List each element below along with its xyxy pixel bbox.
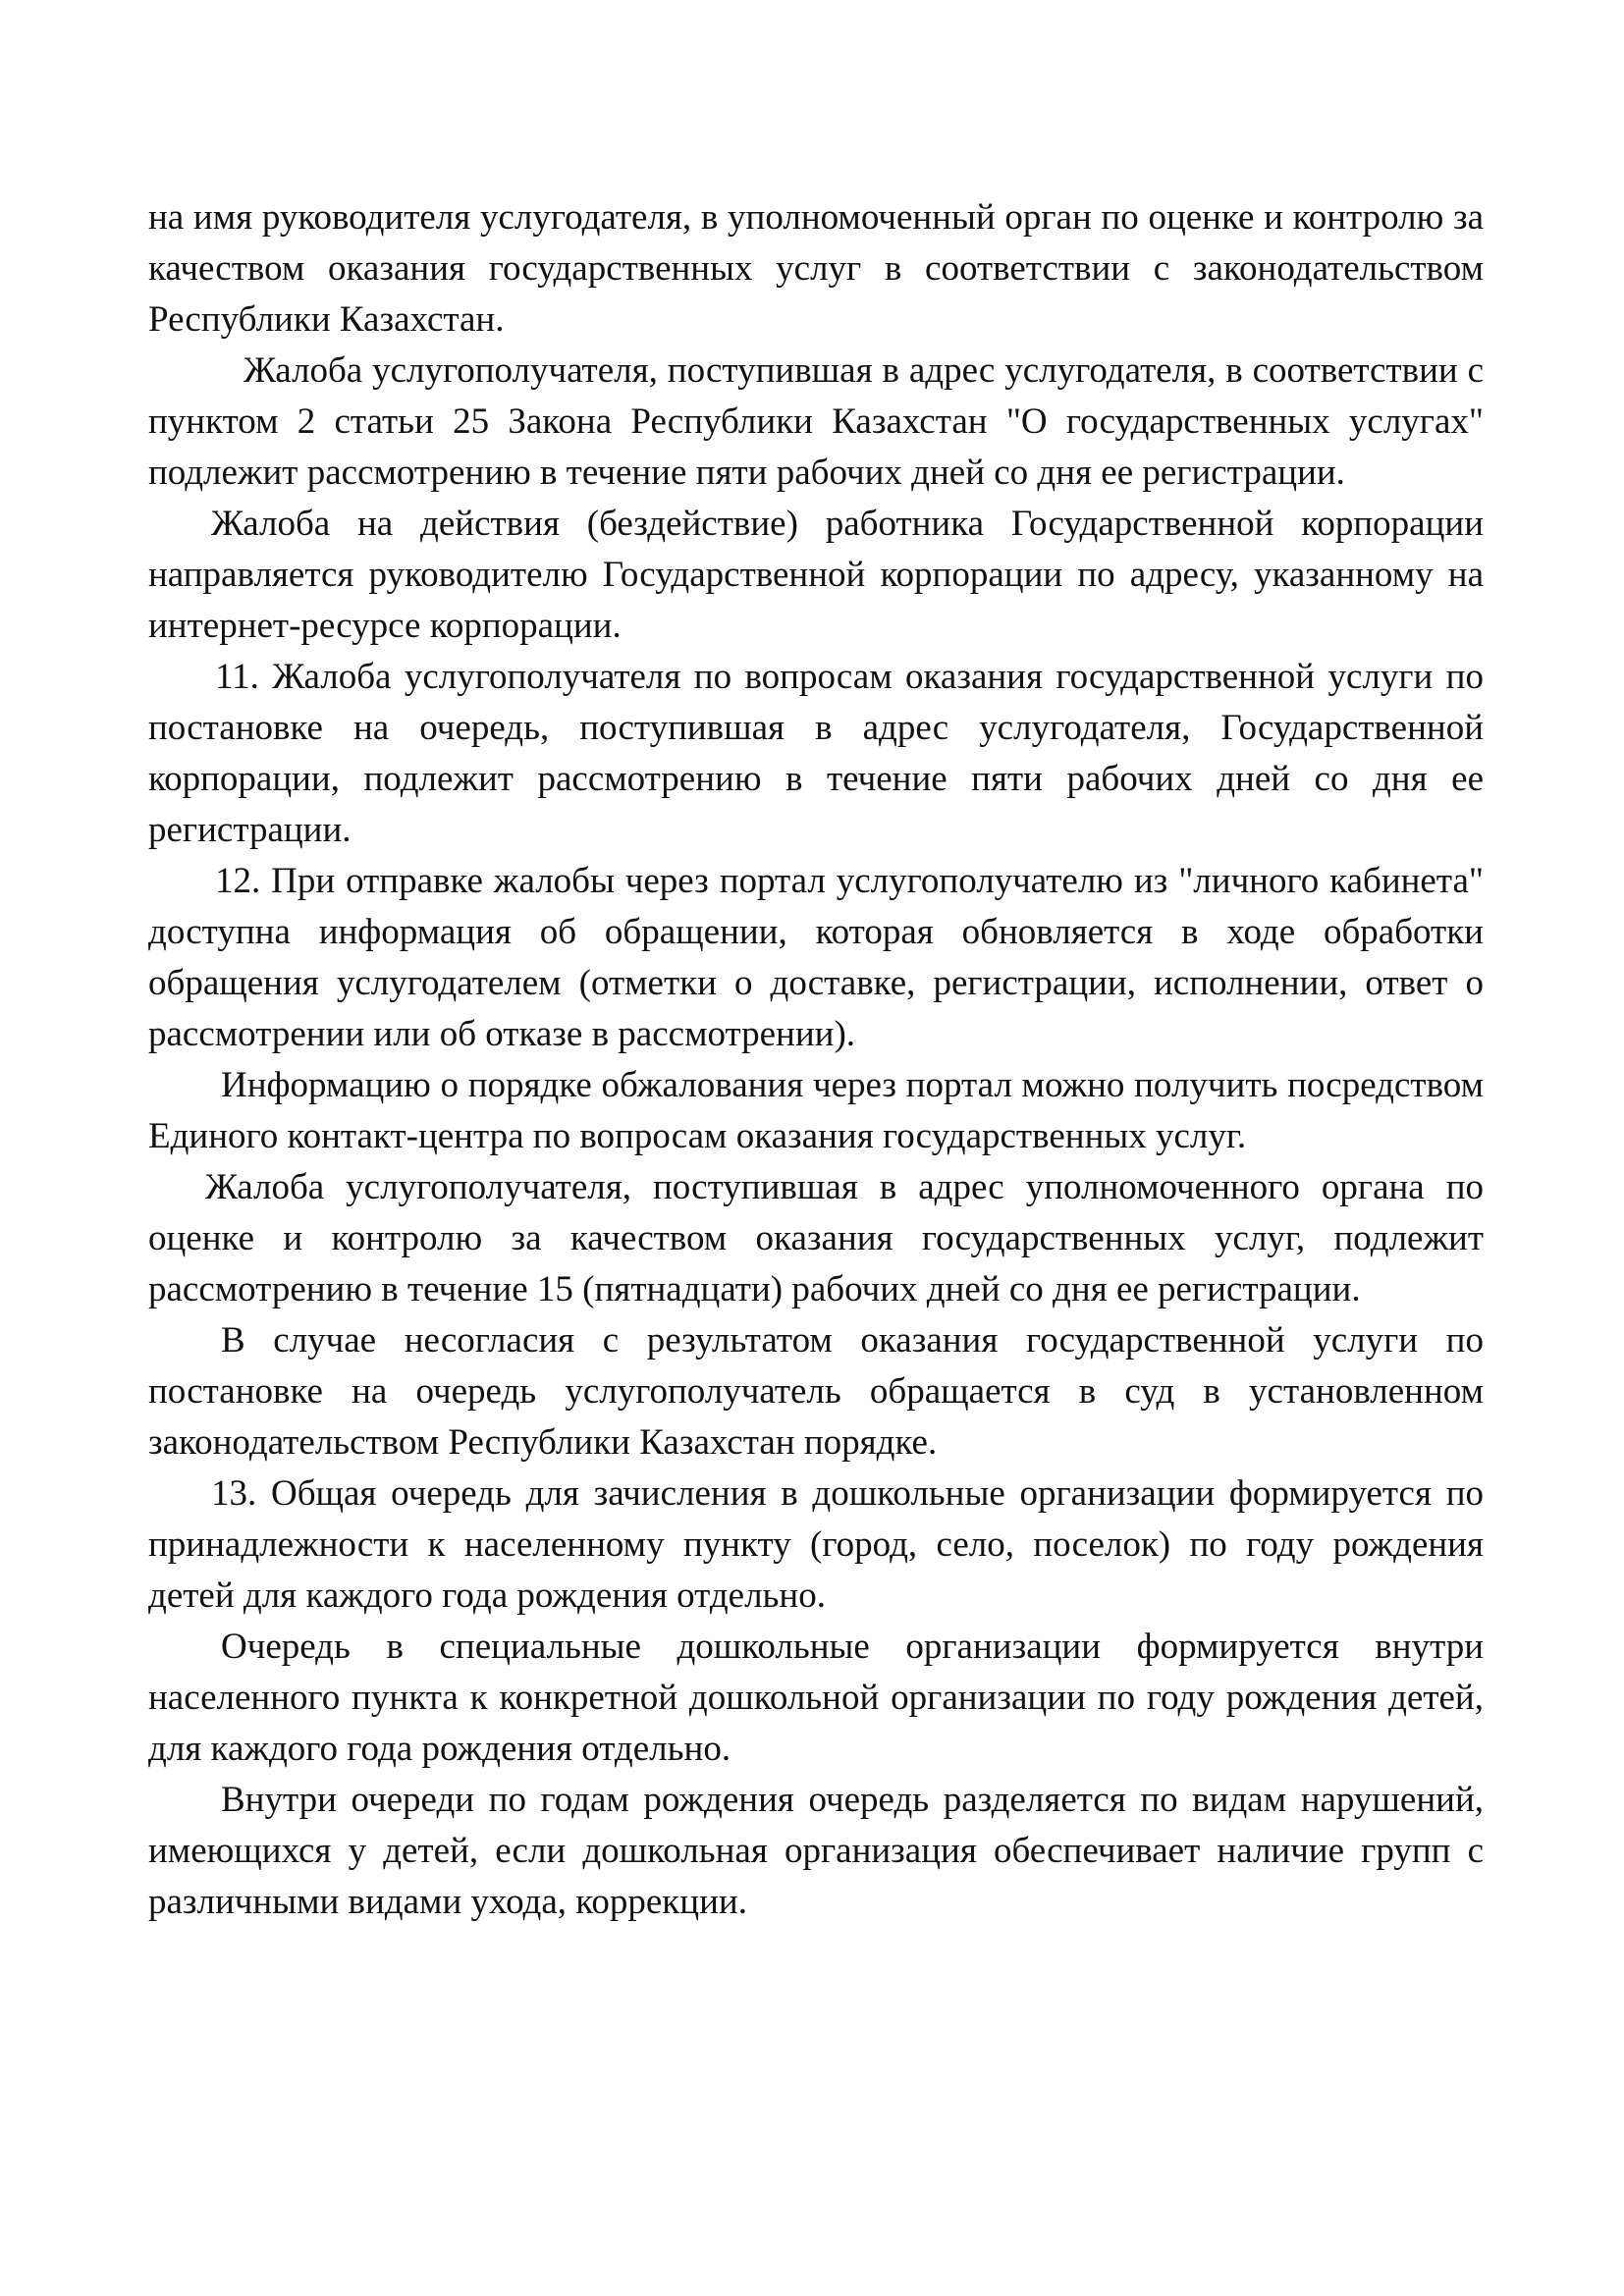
paragraph-fifteen-days: Жалоба услугополучателя, поступившая в адрес уполномоченного органа по оценке и контролю за качеством оказания государственных услуг, подлежит рассмотрению в течение 15 (пятнадцати) рабочих дней со дня ее регистрации. (148, 1167, 1484, 1309)
paragraph-item-13: 13. Общая очередь для зачисления в дошкольные организации формируется по принадлежности к населенному пункту (город, село, поселок) по году рождения детей для каждого года рождения отдельно. (148, 1473, 1484, 1616)
paragraph-complaint-five-days: Жалоба услугополучателя, поступившая в адрес услугодателя, в соответствии с пунктом 2 статьи 25 Закона Республики Казахстан "О государственных услугах" подлежит рассмотрению в течение пяти рабочих дней со дня ее регистрации. (148, 350, 1484, 493)
paragraph-item-12: 12. При отправке жалобы через портал услугополучателю из "личного кабинета" доступна информация об обращении, которая обновляется в ходе обработки обращения услугодателем (отметки о доставке, регистрации, исполнении, ответ о рассмотрении или об отказе в рассмотрении). (148, 861, 1484, 1054)
paragraph-complaint-address: на имя руководителя услугодателя, в уполномоченный орган по оценке и контролю за качеством оказания государственных услуг в соответствии с законодательством Республики Казахстан. (148, 197, 1484, 340)
document-body (148, 192, 1484, 1928)
paragraph-contact-center: Информацию о порядке обжалования через портал можно получить посредством Единого контакт-центра по вопросам оказания государственных услуг. (148, 1065, 1484, 1156)
paragraph-violation-types: Внутри очереди по годам рождения очередь разделяется по видам нарушений, имеющихся у детей, если дошкольная организация обеспечивает наличие групп с различными видами ухода, коррекции. (148, 1780, 1484, 1922)
paragraph-special-queue: Очередь в специальные дошкольные организации формируется внутри населенного пункта к конкретной дошкольной организации по году рождения детей, для каждого года рождения отдельно. (148, 1627, 1484, 1769)
paragraph-corporation-complaint: Жалоба на действия (бездействие) работника Государственной корпорации направляется руководителю Государственной корпорации по адресу, указанному на интернет-ресурсе корпорации. (148, 504, 1484, 646)
paragraph-court-appeal: В случае несогласия с результатом оказания государственной услуги по постановке на очередь услугополучатель обращается в суд в установленном законодательством Республики Казахстан порядке. (148, 1320, 1484, 1463)
paragraph-item-11: 11. Жалоба услугополучателя по вопросам оказания государственной услуги по постановке на очередь, поступившая в адрес услугодателя, Государственной корпорации, подлежит рассмотрению в течение пяти рабочих дней со дня ее регистрации. (148, 657, 1484, 850)
